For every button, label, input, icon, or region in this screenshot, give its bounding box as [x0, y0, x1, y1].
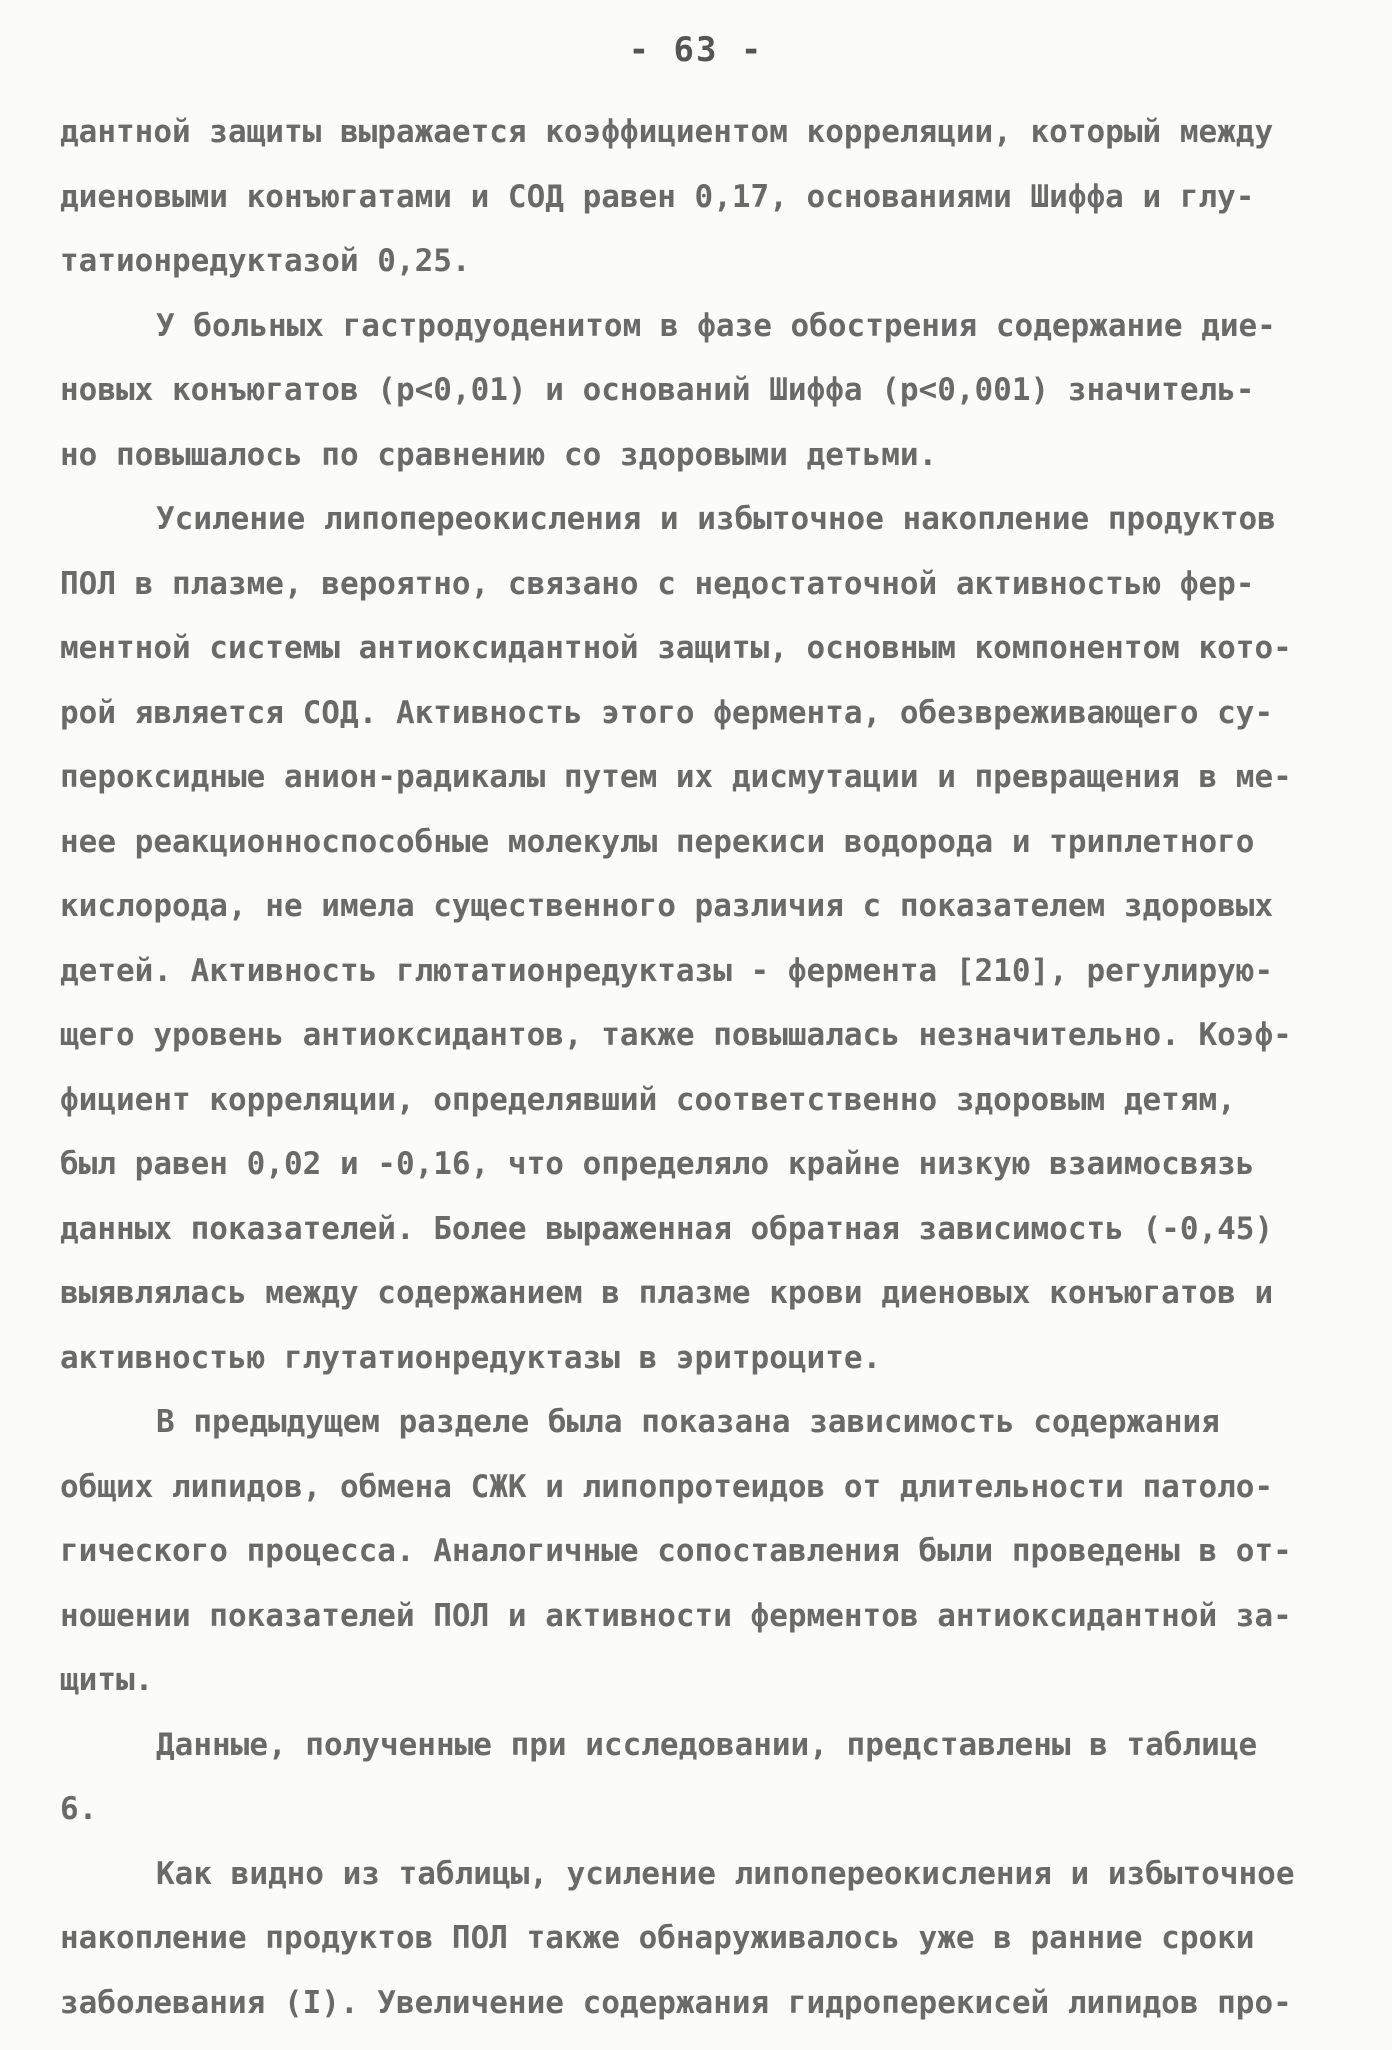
text-line: 6.	[60, 1791, 98, 1827]
text-line: ментной системы антиоксидантной защиты, основным компонентом кото-	[60, 630, 1292, 666]
text-line: дантной защиты выражается коэффициентом корреляции, который между	[60, 114, 1274, 150]
text-line: ношении показателей ПОЛ и активности ферментов антиоксидантной за-	[60, 1597, 1292, 1634]
text-line: диеновыми конъюгатами и СОД равен 0,17, основаниями Шиффа и глу-	[60, 178, 1255, 215]
text-line: детей. Активность глютатионредуктазы - фермента [210], регулирую-	[60, 952, 1274, 989]
text-line: накопление продуктов ПОЛ также обнаруживалось уже в ранние сроки	[60, 1920, 1255, 1956]
text-line: общих липидов, обмена СЖК и липопротеидов от длительности патоло-	[60, 1468, 1274, 1505]
text-line: щиты.	[60, 1662, 154, 1698]
text-line: Данные, полученные при исследовании, представлены в таблице	[156, 1726, 1258, 1763]
text-line: заболевания (I). Увеличение содержания гидроперекисей липидов про-	[60, 1984, 1292, 2021]
text-line: нее реакционноспособные молекулы перекиси водорода и триплетного	[60, 823, 1255, 860]
text-line: кислорода, не имела существенного различия с показателем здоровых	[60, 888, 1274, 924]
body-text	[60, 100, 1320, 2035]
page-number: - 63 -	[628, 30, 764, 70]
text-line: выявлялась между содержанием в плазме крови диеновых конъюгатов и	[60, 1275, 1274, 1311]
text-line: щего уровень антиоксидантов, также повышалась незначительно. Коэф-	[60, 1017, 1292, 1053]
text-line: В предыдущем разделе была показана зависимость содержания	[156, 1404, 1220, 1440]
text-line: рой является СОД. Активность этого фермента, обезвреживающего су-	[60, 694, 1274, 731]
text-line: У больных гастродуоденитом в фазе обострения содержание дие-	[156, 307, 1276, 344]
text-line: данных показателей. Более выраженная обратная зависимость (-0,45)	[60, 1210, 1274, 1247]
text-line: Как видно из таблицы, усиление липопереокисления и избыточное	[156, 1855, 1295, 1892]
text-line: был равен 0,02 и -0,16, что определяло крайне низкую взаимосвязь	[60, 1146, 1255, 1182]
text-line: активностью глутатионредуктазы в эритроците.	[60, 1339, 882, 1376]
text-line: но повышалось по сравнению со здоровыми детьми.	[60, 436, 938, 473]
text-line: новых конъюгатов (р<0,01) и оснований Шиффа (р<0,001) значитель-	[60, 372, 1255, 408]
text-line: гического процесса. Аналогичные сопоставления были проведены в от-	[60, 1533, 1292, 1569]
text-line: пероксидные анион-радикалы путем их дисмутации и превращения в ме-	[60, 759, 1292, 795]
text-line: татионредуктазой 0,25.	[60, 243, 471, 279]
text-line: фициент корреляции, определявший соответственно здоровым детям,	[60, 1081, 1236, 1118]
text-line: Усиление липопереокисления и избыточное накопление продуктов	[156, 501, 1276, 537]
text-line: ПОЛ в плазме, вероятно, связано с недостаточной активностью фер-	[60, 565, 1255, 602]
